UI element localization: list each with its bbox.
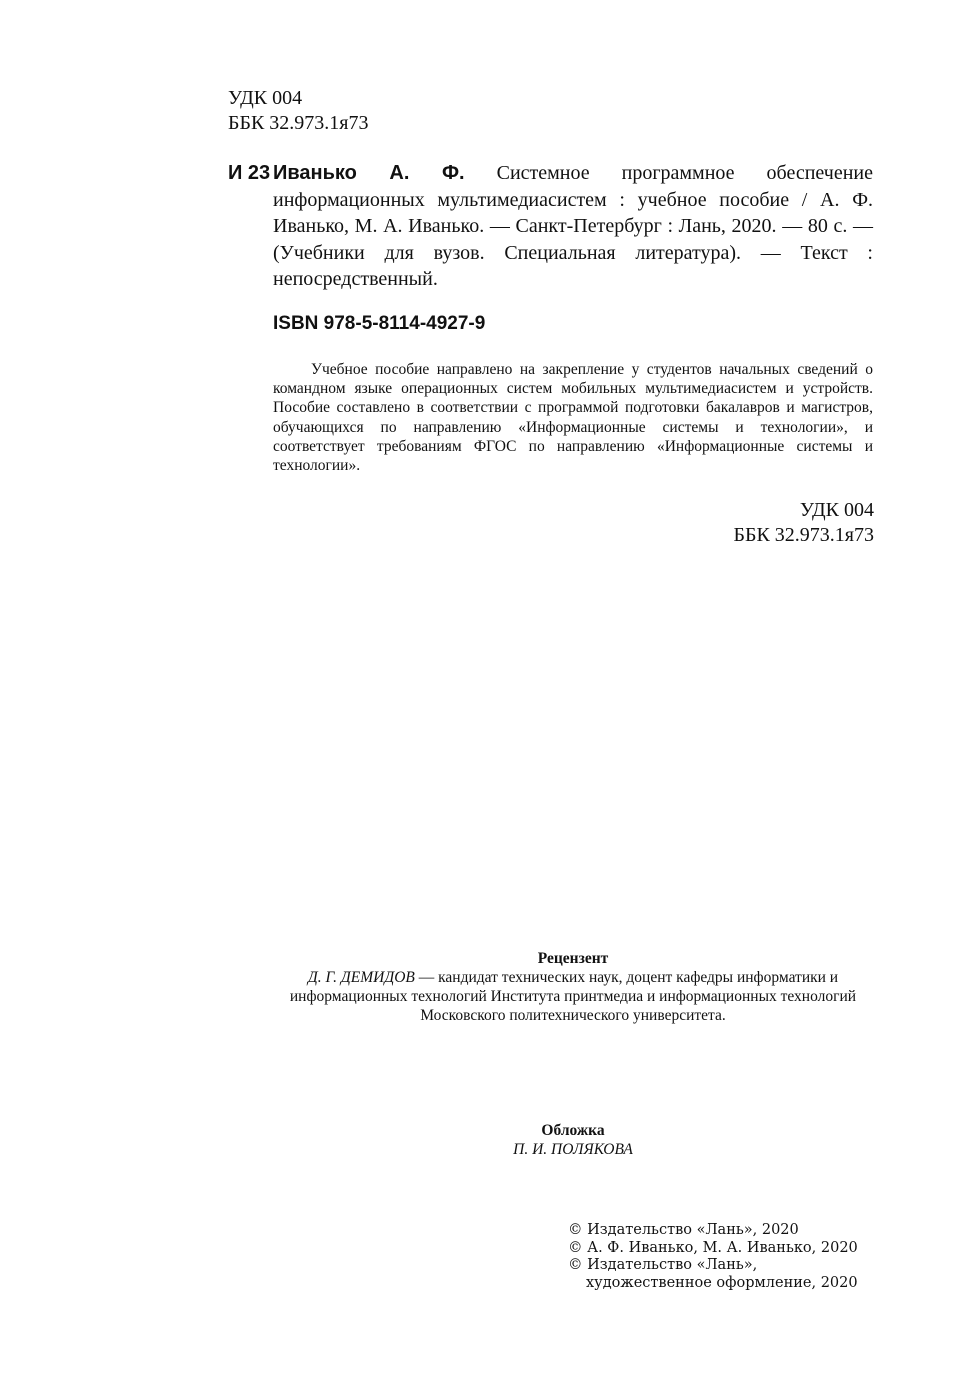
bbk-code-bottom: ББК 32.973.1я73 — [733, 524, 874, 546]
udk-code-bottom: УДК 004 — [799, 499, 874, 521]
citation-text: Системное программное обеспечение информационных мультимедиасистем : учебное пособие / А. Ф. Иванько, М. А. Иванько. — Санкт-Петербург : Лань, 2020. — 80 с. — (Учебники для вузов. Специальная литература). — Текст : непосредственный. — [273, 162, 874, 290]
cover-heading: Обложка — [541, 1122, 605, 1139]
copyright-block — [568, 1222, 888, 1292]
reviewer-name: Д. Г. ДЕМИДОВ — [307, 969, 415, 986]
top-classification-codes — [228, 86, 369, 136]
udk-code: УДК 004 — [228, 87, 303, 109]
copyright-line: © Издательство «Лань», — [568, 1257, 758, 1273]
cover-artist-name: П. И. ПОЛЯКОВА — [513, 1141, 633, 1158]
copyright-line: © А. Ф. Иванько, М. А. Иванько, 2020 — [568, 1239, 858, 1256]
cover-credit-block — [273, 1121, 873, 1159]
author-mark: И 23 — [228, 162, 271, 184]
annotation: Учебное пособие направлено на закрепление у студентов начальных сведений о командном языке операционных систем мобильных мультимедиасистем и устройств. Пособие составлено в соответствии с программой подготовки бакалавров и магистров, обучающихся по направлению «Информационные системы и технологии», и соответствует требованиям ФГОС по направлению «Информационные системы и технологии». — [273, 361, 873, 475]
copyright-line: © Издательство «Лань», 2020 — [568, 1222, 799, 1238]
reviewer-text: — кандидат технических наук, доцент кафедры информатики и информационных технологий Института принтмедиа и информационных технологий Московского политехнического университета. — [289, 969, 857, 1024]
citation-author: Иванько А. Ф. — [273, 162, 465, 184]
isbn: ISBN 978-5-8114-4927-9 — [273, 313, 486, 334]
reviewer-description — [273, 968, 873, 1025]
bibliographic-citation — [273, 160, 873, 293]
bottom-classification-codes — [733, 498, 874, 548]
reviewer-heading: Рецензент — [537, 950, 609, 967]
bbk-code: ББК 32.973.1я73 — [228, 112, 369, 134]
copyright-line: художественное оформление, 2020 — [586, 1274, 858, 1291]
reviewer-block — [273, 949, 873, 1025]
